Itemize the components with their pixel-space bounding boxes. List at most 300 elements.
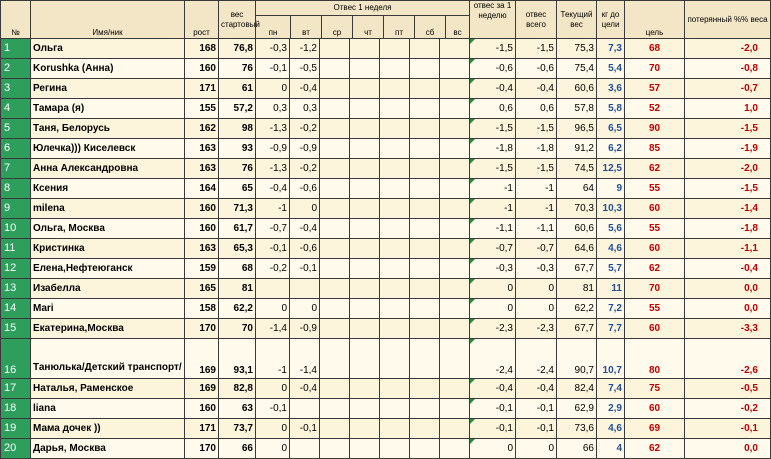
row-num: 20 — [1, 439, 31, 459]
week-loss-cell: -0,1 — [470, 419, 516, 439]
thu-cell — [350, 179, 380, 199]
height-cell: 169 — [185, 339, 219, 379]
goal-cell: 80 — [625, 339, 685, 379]
total-loss-cell: -0,7 — [516, 239, 557, 259]
start-weight-cell: 76 — [219, 159, 256, 179]
header-day: чт — [353, 16, 384, 38]
total-loss-cell: -0,1 — [516, 419, 557, 439]
week-loss-cell: -0,4 — [470, 379, 516, 399]
mon-cell: -1 — [256, 199, 290, 219]
kg-to-goal-cell: 4,6 — [597, 419, 625, 439]
fri-cell — [380, 199, 410, 219]
height-cell: 164 — [185, 179, 219, 199]
thu-cell — [350, 299, 380, 319]
lost-pct-cell: 0,0 — [685, 299, 771, 319]
tue-cell: -0,6 — [290, 239, 320, 259]
start-weight-cell: 63 — [219, 399, 256, 419]
mon-cell: -1,3 — [256, 119, 290, 139]
current-weight-cell: 64,6 — [557, 239, 597, 259]
wed-cell — [320, 99, 350, 119]
fri-cell — [380, 239, 410, 259]
lost-pct-cell: -0,7 — [685, 79, 771, 99]
goal-cell: 90 — [625, 119, 685, 139]
height-cell: 163 — [185, 139, 219, 159]
height-cell: 170 — [185, 319, 219, 339]
tue-cell: 0,3 — [290, 99, 320, 119]
row-num: 18 — [1, 399, 31, 419]
wed-cell — [320, 199, 350, 219]
tue-cell: -0,9 — [290, 139, 320, 159]
total-loss-cell: -1 — [516, 199, 557, 219]
start-weight-cell: 70 — [219, 319, 256, 339]
lost-pct-cell: -0,1 — [685, 419, 771, 439]
goal-cell: 62 — [625, 259, 685, 279]
wed-cell — [320, 139, 350, 159]
goal-cell: 55 — [625, 219, 685, 239]
mon-cell: -0,1 — [256, 239, 290, 259]
week-loss-cell: -1,1 — [470, 219, 516, 239]
sat-cell — [410, 419, 440, 439]
tue-cell — [290, 439, 320, 459]
week-loss-cell: -0,1 — [470, 399, 516, 419]
fri-cell — [380, 259, 410, 279]
table-row — [1, 99, 771, 119]
goal-cell: 70 — [625, 59, 685, 79]
thu-cell — [350, 199, 380, 219]
table-row — [1, 339, 771, 379]
total-loss-cell: -2,4 — [516, 339, 557, 379]
lost-pct-cell: -2,6 — [685, 339, 771, 379]
total-loss-cell: -1,5 — [516, 39, 557, 59]
total-loss-cell: 0 — [516, 299, 557, 319]
week-loss-cell: -1,8 — [470, 139, 516, 159]
total-loss-cell: -1,8 — [516, 139, 557, 159]
height-cell: 168 — [185, 39, 219, 59]
start-weight-cell: 62,2 — [219, 299, 256, 319]
kg-to-goal-cell: 12,5 — [597, 159, 625, 179]
height-cell: 171 — [185, 419, 219, 439]
header-row — [1, 1, 771, 39]
week-loss-cell: 0 — [470, 439, 516, 459]
fri-cell — [380, 59, 410, 79]
week-loss-cell: -1,5 — [470, 39, 516, 59]
fri-cell — [380, 379, 410, 399]
tue-cell: 0 — [290, 199, 320, 219]
kg-to-goal-cell: 7,4 — [597, 379, 625, 399]
sun-cell — [440, 119, 470, 139]
table-row — [1, 419, 771, 439]
row-num: 15 — [1, 319, 31, 339]
goal-cell: 62 — [625, 159, 685, 179]
thu-cell — [350, 239, 380, 259]
table-row — [1, 39, 771, 59]
member-name: Таня, Белорусь — [31, 119, 185, 139]
fri-cell — [380, 279, 410, 299]
header-days — [256, 15, 469, 38]
total-loss-cell: -1,5 — [516, 159, 557, 179]
wed-cell — [320, 279, 350, 299]
week-loss-cell: -1 — [470, 199, 516, 219]
row-num: 5 — [1, 119, 31, 139]
wed-cell — [320, 219, 350, 239]
fri-cell — [380, 299, 410, 319]
goal-cell: 55 — [625, 179, 685, 199]
goal-cell: 60 — [625, 399, 685, 419]
kg-to-goal-cell: 7,7 — [597, 319, 625, 339]
current-weight-cell: 67,7 — [557, 259, 597, 279]
height-cell: 169 — [185, 379, 219, 399]
member-name: Танюлька/Детский транспорт/ — [31, 339, 185, 379]
total-loss-cell: 0,6 — [516, 99, 557, 119]
current-weight-cell: 66 — [557, 439, 597, 459]
tue-cell: -1,2 — [290, 39, 320, 59]
table-row — [1, 259, 771, 279]
mon-cell: 0 — [256, 439, 290, 459]
week-loss-cell: -2,4 — [470, 339, 516, 379]
week-loss-cell: -1 — [470, 179, 516, 199]
sun-cell — [440, 79, 470, 99]
sun-cell — [440, 239, 470, 259]
sun-cell — [440, 39, 470, 59]
tue-cell: -0,1 — [290, 259, 320, 279]
table-row — [1, 139, 771, 159]
total-loss-cell: -0,1 — [516, 399, 557, 419]
mon-cell: -0,2 — [256, 259, 290, 279]
thu-cell — [350, 99, 380, 119]
start-weight-cell: 81 — [219, 279, 256, 299]
header-goal: цель — [625, 1, 685, 39]
total-loss-cell: -1,1 — [516, 219, 557, 239]
start-weight-cell: 57,2 — [219, 99, 256, 119]
row-num: 17 — [1, 379, 31, 399]
height-cell: 160 — [185, 59, 219, 79]
member-name: Korushka (Анна) — [31, 59, 185, 79]
sat-cell — [410, 59, 440, 79]
mon-cell: -1,3 — [256, 159, 290, 179]
sun-cell — [440, 159, 470, 179]
sat-cell — [410, 199, 440, 219]
wed-cell — [320, 39, 350, 59]
member-name: Мама дочек )) — [31, 419, 185, 439]
mon-cell: -1,4 — [256, 319, 290, 339]
sat-cell — [410, 179, 440, 199]
goal-cell: 60 — [625, 199, 685, 219]
header-total-loss: отвес всего — [516, 1, 557, 39]
total-loss-cell: -0,3 — [516, 259, 557, 279]
wed-cell — [320, 399, 350, 419]
height-cell: 155 — [185, 99, 219, 119]
fri-cell — [380, 219, 410, 239]
header-day: вт — [291, 16, 322, 38]
header-current-weight: Текущий вес — [557, 1, 597, 39]
height-cell: 165 — [185, 279, 219, 299]
current-weight-cell: 74,5 — [557, 159, 597, 179]
start-weight-cell: 71,3 — [219, 199, 256, 219]
week-loss-cell: 0 — [470, 299, 516, 319]
week-loss-cell: 0,6 — [470, 99, 516, 119]
header-name: Имя/ник — [31, 1, 185, 39]
kg-to-goal-cell: 10,3 — [597, 199, 625, 219]
fri-cell — [380, 339, 410, 379]
lost-pct-cell: -1,4 — [685, 199, 771, 219]
thu-cell — [350, 119, 380, 139]
tue-cell: -0,2 — [290, 119, 320, 139]
thu-cell — [350, 439, 380, 459]
total-loss-cell: -2,3 — [516, 319, 557, 339]
current-weight-cell: 62,2 — [557, 299, 597, 319]
sun-cell — [440, 339, 470, 379]
height-cell: 158 — [185, 299, 219, 319]
table-row — [1, 299, 771, 319]
member-name: Кристинка — [31, 239, 185, 259]
current-weight-cell: 73,6 — [557, 419, 597, 439]
fri-cell — [380, 139, 410, 159]
thu-cell — [350, 319, 380, 339]
week-loss-cell: -0,3 — [470, 259, 516, 279]
sat-cell — [410, 99, 440, 119]
wed-cell — [320, 299, 350, 319]
fri-cell — [380, 179, 410, 199]
total-loss-cell: -0,6 — [516, 59, 557, 79]
kg-to-goal-cell: 4,6 — [597, 239, 625, 259]
sat-cell — [410, 239, 440, 259]
lost-pct-cell: -1,5 — [685, 119, 771, 139]
table-row — [1, 59, 771, 79]
height-cell: 160 — [185, 399, 219, 419]
member-name: Наталья, Раменское — [31, 379, 185, 399]
sat-cell — [410, 219, 440, 239]
wed-cell — [320, 319, 350, 339]
lost-pct-cell: -0,8 — [685, 59, 771, 79]
row-num: 16 — [1, 339, 31, 379]
member-name: Юлечка))) Киселевск — [31, 139, 185, 159]
wed-cell — [320, 179, 350, 199]
tue-cell: 0 — [290, 299, 320, 319]
total-loss-cell: -0,4 — [516, 379, 557, 399]
sun-cell — [440, 179, 470, 199]
row-num: 12 — [1, 259, 31, 279]
height-cell: 170 — [185, 439, 219, 459]
member-name: Анна Александровна — [31, 159, 185, 179]
header-day: пн — [256, 16, 291, 38]
header-start-weight: вес стартовый — [219, 1, 256, 39]
sat-cell — [410, 79, 440, 99]
current-weight-cell: 57,8 — [557, 99, 597, 119]
start-weight-cell: 65,3 — [219, 239, 256, 259]
kg-to-goal-cell: 10,7 — [597, 339, 625, 379]
tue-cell: -0,4 — [290, 219, 320, 239]
row-num: 19 — [1, 419, 31, 439]
goal-cell: 68 — [625, 39, 685, 59]
sun-cell — [440, 199, 470, 219]
tue-cell: -0,2 — [290, 159, 320, 179]
lost-pct-cell: -0,2 — [685, 399, 771, 419]
header-day: ср — [322, 16, 353, 38]
start-weight-cell: 68 — [219, 259, 256, 279]
wed-cell — [320, 159, 350, 179]
lost-pct-cell: -3,3 — [685, 319, 771, 339]
sun-cell — [440, 219, 470, 239]
mon-cell: -0,4 — [256, 179, 290, 199]
current-weight-cell: 96,5 — [557, 119, 597, 139]
member-name: Регина — [31, 79, 185, 99]
row-num: 14 — [1, 299, 31, 319]
member-name: Ольга, Москва — [31, 219, 185, 239]
kg-to-goal-cell: 9 — [597, 179, 625, 199]
thu-cell — [350, 279, 380, 299]
sat-cell — [410, 399, 440, 419]
member-name: Тамара (я) — [31, 99, 185, 119]
lost-pct-cell: -2,0 — [685, 39, 771, 59]
tue-cell: -0,5 — [290, 59, 320, 79]
goal-cell: 62 — [625, 439, 685, 459]
current-weight-cell: 62,9 — [557, 399, 597, 419]
member-name: Mari — [31, 299, 185, 319]
mon-cell: -0,1 — [256, 59, 290, 79]
row-num: 13 — [1, 279, 31, 299]
row-num: 10 — [1, 219, 31, 239]
sun-cell — [440, 319, 470, 339]
header-week-title: Отвес 1 неделя — [333, 3, 392, 12]
sat-cell — [410, 119, 440, 139]
current-weight-cell: 91,2 — [557, 139, 597, 159]
total-loss-cell: -1 — [516, 179, 557, 199]
mon-cell: -1 — [256, 339, 290, 379]
member-name: Изабелла — [31, 279, 185, 299]
mon-cell: 0 — [256, 79, 290, 99]
sat-cell — [410, 379, 440, 399]
kg-to-goal-cell: 7,2 — [597, 299, 625, 319]
tue-cell — [290, 399, 320, 419]
start-weight-cell: 61 — [219, 79, 256, 99]
sat-cell — [410, 319, 440, 339]
current-weight-cell: 82,4 — [557, 379, 597, 399]
wed-cell — [320, 79, 350, 99]
lost-pct-cell: 1,0 — [685, 99, 771, 119]
current-weight-cell: 67,7 — [557, 319, 597, 339]
sun-cell — [440, 259, 470, 279]
member-name: Елена,Нефтеюганск — [31, 259, 185, 279]
thu-cell — [350, 139, 380, 159]
current-weight-cell: 90,7 — [557, 339, 597, 379]
row-num: 1 — [1, 39, 31, 59]
sat-cell — [410, 279, 440, 299]
sun-cell — [440, 59, 470, 79]
lost-pct-cell: -1,1 — [685, 239, 771, 259]
start-weight-cell: 61,7 — [219, 219, 256, 239]
goal-cell: 69 — [625, 419, 685, 439]
fri-cell — [380, 99, 410, 119]
tue-cell: -0,4 — [290, 79, 320, 99]
wed-cell — [320, 339, 350, 379]
current-weight-cell: 81 — [557, 279, 597, 299]
row-num: 11 — [1, 239, 31, 259]
header-height: рост — [185, 1, 219, 39]
week-loss-cell: 0 — [470, 279, 516, 299]
row-num: 9 — [1, 199, 31, 219]
sun-cell — [440, 99, 470, 119]
height-cell: 171 — [185, 79, 219, 99]
row-num: 7 — [1, 159, 31, 179]
mon-cell: 0 — [256, 419, 290, 439]
lost-pct-cell: -1,5 — [685, 179, 771, 199]
height-cell: 160 — [185, 199, 219, 219]
sat-cell — [410, 139, 440, 159]
total-loss-cell: 0 — [516, 439, 557, 459]
sat-cell — [410, 299, 440, 319]
tue-cell: -0,9 — [290, 319, 320, 339]
lost-pct-cell: -2,0 — [685, 159, 771, 179]
current-weight-cell: 75,3 — [557, 39, 597, 59]
current-weight-cell: 70,3 — [557, 199, 597, 219]
table-row — [1, 119, 771, 139]
thu-cell — [350, 419, 380, 439]
wed-cell — [320, 239, 350, 259]
wed-cell — [320, 119, 350, 139]
sat-cell — [410, 159, 440, 179]
header-kg-to-goal: кг до цели — [597, 1, 625, 39]
header-day: вс — [453, 28, 462, 37]
table-row — [1, 319, 771, 339]
goal-cell: 85 — [625, 139, 685, 159]
tue-cell — [290, 279, 320, 299]
height-cell: 163 — [185, 239, 219, 259]
lost-pct-cell: -1,9 — [685, 139, 771, 159]
table-row — [1, 399, 771, 419]
start-weight-cell: 98 — [219, 119, 256, 139]
table-row — [1, 159, 771, 179]
kg-to-goal-cell: 2,9 — [597, 399, 625, 419]
table-row — [1, 79, 771, 99]
goal-cell: 52 — [625, 99, 685, 119]
sat-cell — [410, 259, 440, 279]
mon-cell: 0 — [256, 379, 290, 399]
thu-cell — [350, 339, 380, 379]
header-week-total: отвес за 1 неделю — [470, 1, 516, 39]
height-cell: 160 — [185, 219, 219, 239]
goal-cell: 60 — [625, 239, 685, 259]
sun-cell — [440, 299, 470, 319]
sun-cell — [440, 139, 470, 159]
sat-cell — [410, 339, 440, 379]
start-weight-cell: 82,8 — [219, 379, 256, 399]
wed-cell — [320, 419, 350, 439]
start-weight-cell: 93,1 — [219, 339, 256, 379]
goal-cell: 57 — [625, 79, 685, 99]
lost-pct-cell: -0,5 — [685, 379, 771, 399]
member-name: milena — [31, 199, 185, 219]
kg-to-goal-cell: 5,6 — [597, 219, 625, 239]
goal-cell: 55 — [625, 299, 685, 319]
total-loss-cell: 0 — [516, 279, 557, 299]
height-cell: 162 — [185, 119, 219, 139]
current-weight-cell: 75,4 — [557, 59, 597, 79]
member-name: Екатерина,Москва — [31, 319, 185, 339]
thu-cell — [350, 379, 380, 399]
mon-cell: -0,3 — [256, 39, 290, 59]
table-row — [1, 279, 771, 299]
header-num: № — [1, 1, 31, 39]
member-name: Дарья, Москва — [31, 439, 185, 459]
goal-cell: 60 — [625, 319, 685, 339]
sun-cell — [440, 419, 470, 439]
fri-cell — [380, 419, 410, 439]
week-loss-cell: -0,4 — [470, 79, 516, 99]
kg-to-goal-cell: 6,2 — [597, 139, 625, 159]
week-loss-cell: -2,3 — [470, 319, 516, 339]
lost-pct-cell: 0,0 — [685, 439, 771, 459]
wed-cell — [320, 439, 350, 459]
